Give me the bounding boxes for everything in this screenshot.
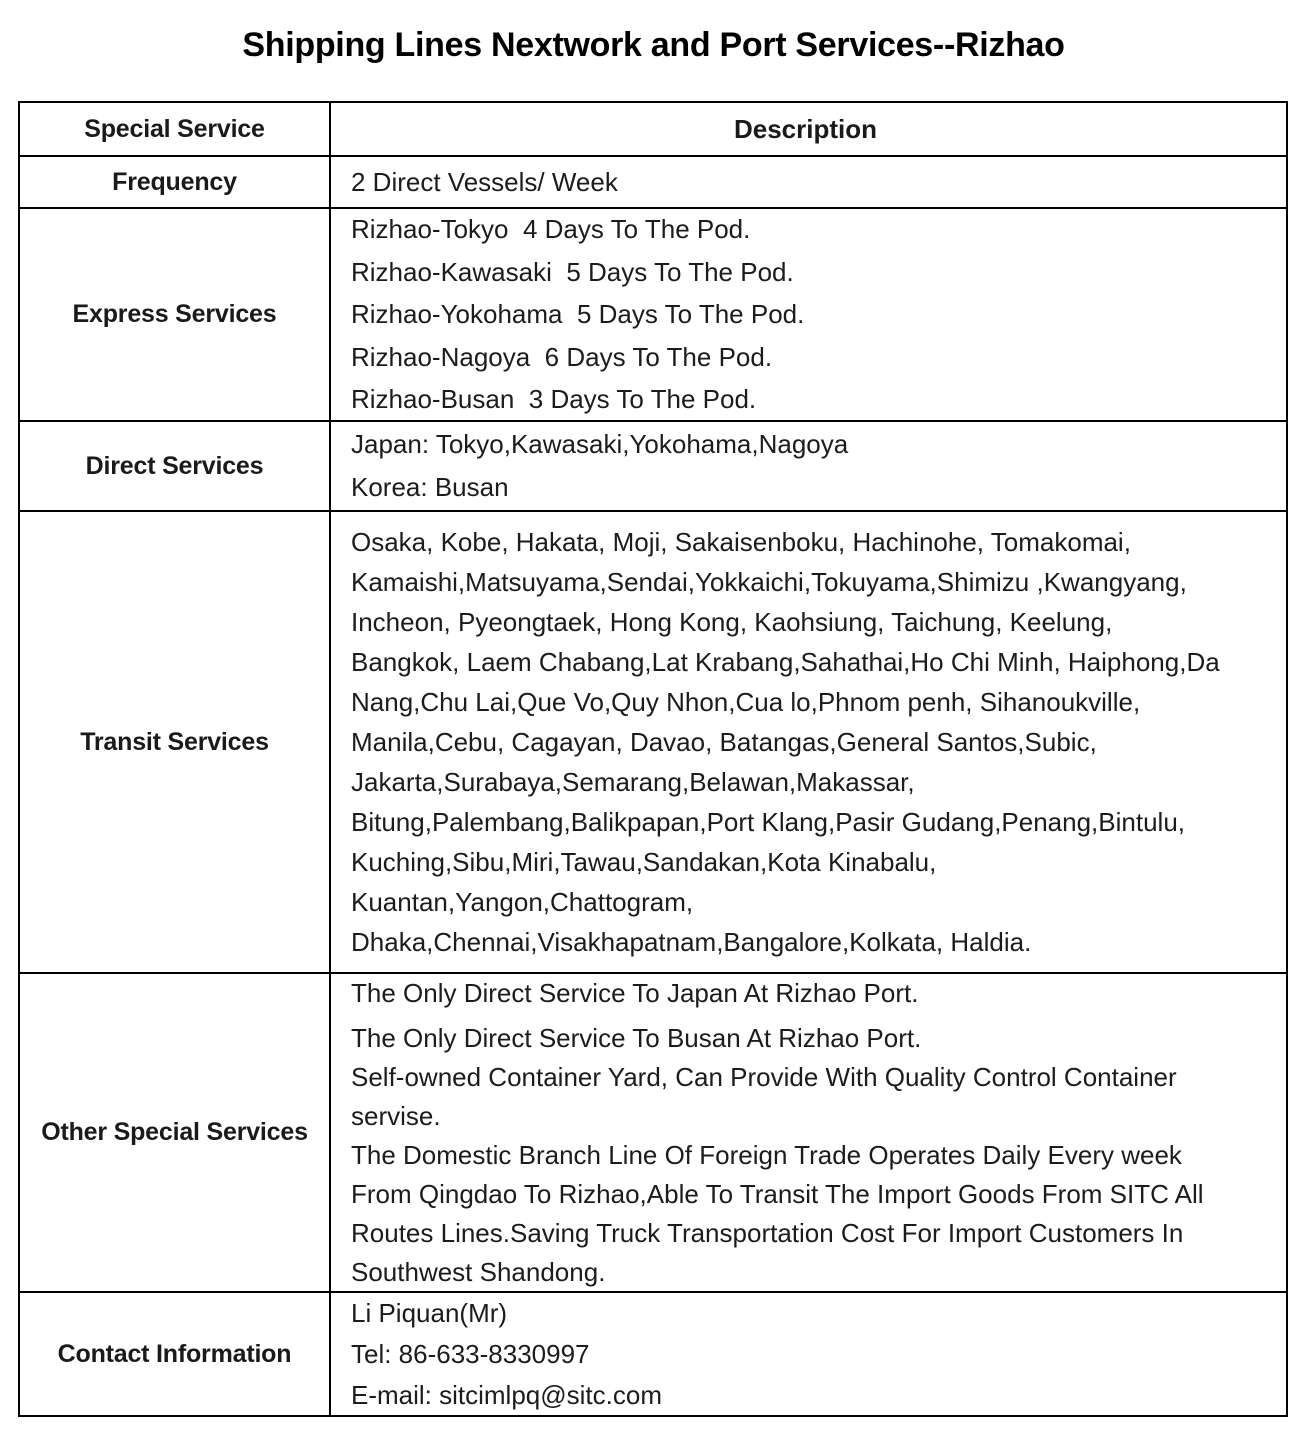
table-row-other-special-services (20, 972, 1286, 1291)
description-line: 2 Direct Vessels/ Week (351, 167, 618, 197)
description-line: Korea: Busan (351, 472, 509, 502)
other-special-services-description (331, 974, 1286, 1291)
transit-services-description (331, 512, 1286, 972)
contact-phone: Tel: 86-633-8330997 (351, 1338, 590, 1369)
row-label-contact-information: Contact Information (20, 1293, 331, 1415)
description-block: Osaka, Kobe, Hakata, Moji, Sakaisenboku, Hachinohe, Tomakomai, Kamaishi,Matsuyama,Sendai,Yokkaichi,Tokuyama,Shimizu ,Kwangyang, Incheon, Pyeongtaek, Hong Kong, Kaohsiung, Taichung, Keelung, Bangkok, Laem Chabang,Lat Krabang,Sahathai,Ho Chi Minh, Haiphong,Da Nang,Chu Lai,Que Vo,Quy Nhon,Cua lo,Phnom penh, Sihanoukville, Manila,Cebu, Cagayan, Davao, Batangas,General Santos,Subic, Jakarta,Surabaya,Semarang,Belawan,Makassar, Bitung,Palembang,Balikpapan,Port Klang,Pasir Gudang,Penang,Bintulu, Kuching,Sibu,Miri,Tawau,Sandakan,Kota Kinabalu, Kuantan,Yangon,Chattogram, Dhaka,Chennai,Visakhapatnam,Bangalore,Kolkata, Haldia. (351, 527, 1220, 957)
description-line: Japan: Tokyo,Kawasaki,Yokohama,Nagoya (351, 429, 849, 459)
page-title: Shipping Lines Nextwork and Port Services--Rizhao (242, 26, 1065, 64)
description-block: The Only Direct Service To Busan At Rizhao Port. Self-owned Container Yard, Can Provide With Quality Control Container servise. The Domestic Branch Line Of Foreign Trade Operates Daily Every week From Qingdao To Rizhao,Able To Transit The Import Goods From SITC All Routes Lines.Saving Truck Transportation Cost For Import Customers In Southwest Shandong. (351, 1022, 1204, 1287)
description-line: Rizhao-Tokyo 4 Days To The Pod. (351, 214, 751, 245)
header-description: Description (733, 113, 878, 144)
description-line: The Only Direct Service To Japan At Rizhao Port. (351, 977, 919, 1008)
row-label-frequency: Frequency (20, 157, 331, 207)
express-services-description (331, 209, 1286, 420)
contact-name: Li Piquan(Mr) (351, 1297, 508, 1328)
row-label-express-services: Express Services (20, 209, 331, 420)
contact-email: E-mail: sitcimlpq@sitc.com (351, 1379, 662, 1410)
contact-information-description (331, 1293, 1286, 1415)
table-row-frequency (20, 155, 1286, 207)
services-table (18, 101, 1288, 1417)
table-row-contact-information (20, 1291, 1286, 1415)
description-line: Rizhao-Nagoya 6 Days To The Pod. (351, 341, 773, 372)
row-label-other-special-services: Other Special Services (20, 974, 331, 1291)
table-header-row (20, 103, 1286, 155)
table-row-transit-services (20, 510, 1286, 972)
row-label-transit-services: Transit Services (20, 512, 331, 972)
table-row-express-services (20, 207, 1286, 420)
frequency-description (331, 157, 1286, 207)
header-special-service: Special Service (20, 103, 331, 155)
row-label-direct-services: Direct Services (20, 422, 331, 510)
table-row-direct-services (20, 420, 1286, 510)
description-line: Rizhao-Yokohama 5 Days To The Pod. (351, 299, 805, 330)
description-line: Rizhao-Busan 3 Days To The Pod. (351, 384, 757, 415)
description-line: Rizhao-Kawasaki 5 Days To The Pod. (351, 256, 794, 287)
direct-services-description (331, 422, 1286, 510)
